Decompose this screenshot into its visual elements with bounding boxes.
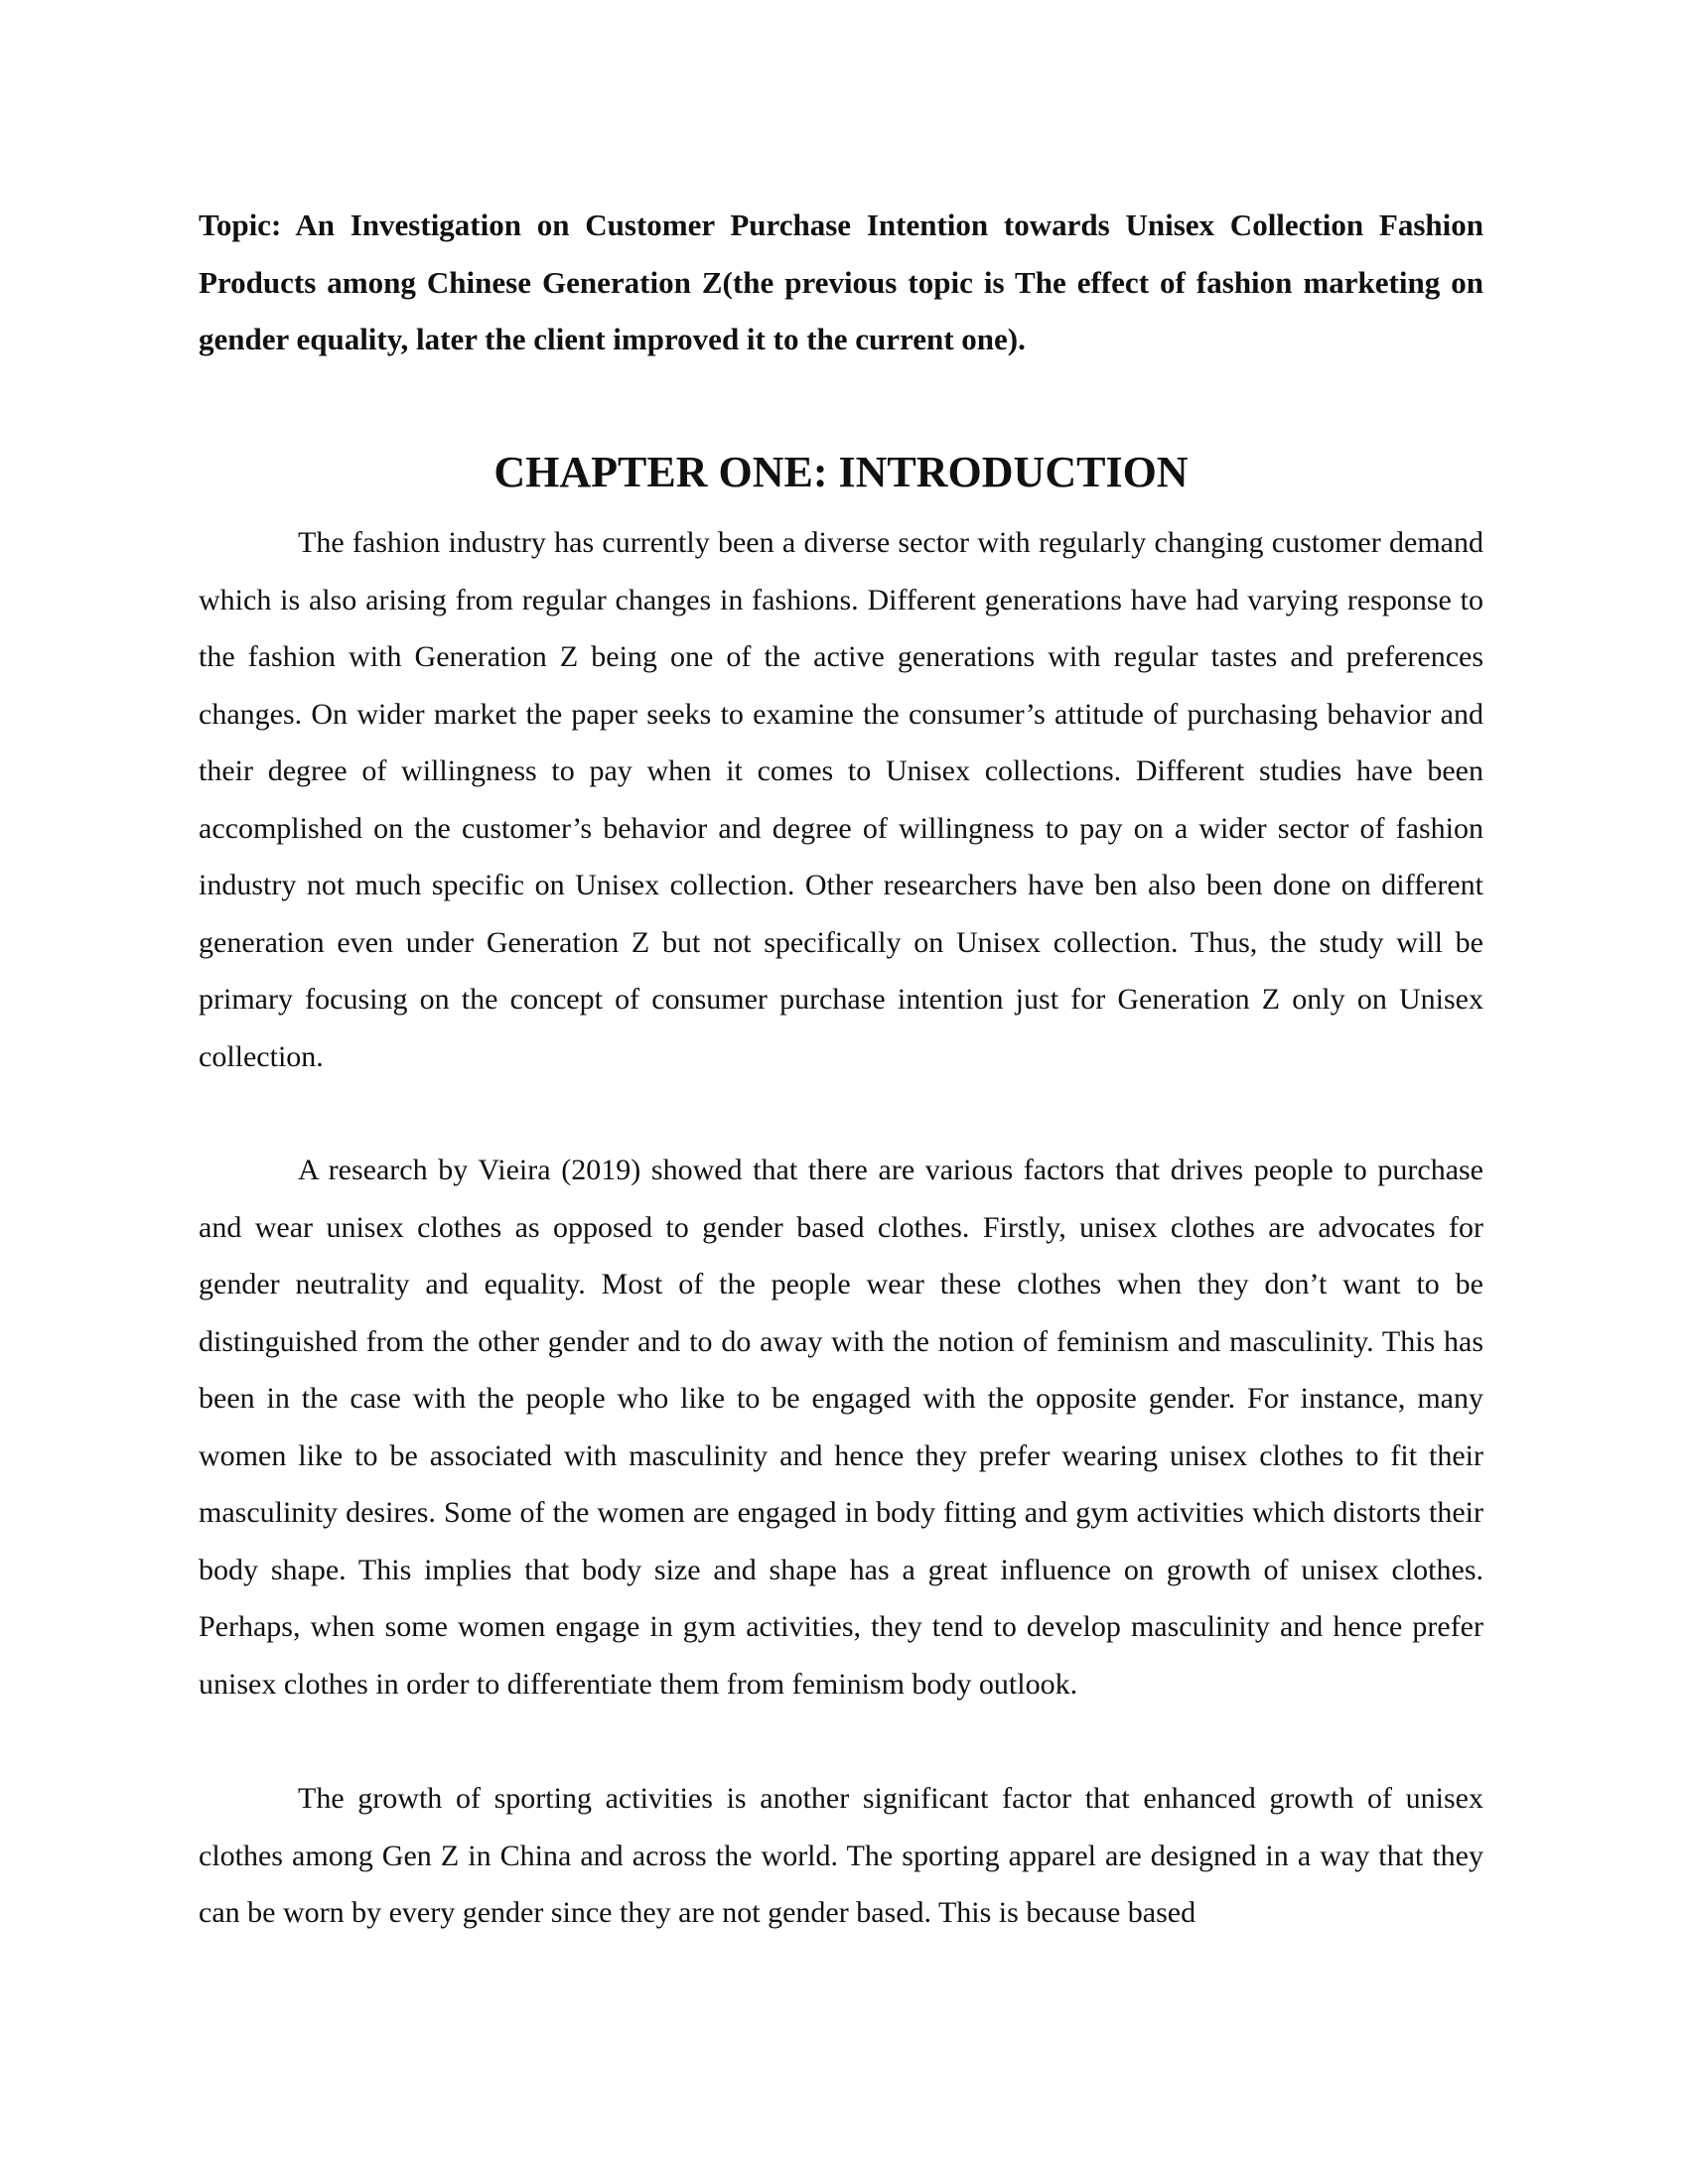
topic-heading: Topic: An Investigation on Customer Purchase Intention towards Unisex Collection Fashion Products among Chinese Generation Z(the previous topic is The effect of fashion marketing on gender equality, later the client improved it to the current one). — [199, 207, 1483, 356]
paragraph-sporting-growth: The growth of sporting activities is another significant factor that enhanced growth of unisex clothes among Gen Z in China and across the world. The sporting apparel are designed in a way that they can be worn by every gender since they are not gender based. This is because based — [199, 1782, 1483, 1929]
document-page — [199, 197, 1483, 1929]
paragraph-vieira-research: A research by Vieira (2019) showed that there are various factors that drives people to purchase and wear unisex clothes as opposed to gender based clothes. Firstly, unisex clothes are advocates for gender neutrality and equality. Most of the people wear these clothes when they don’t want to be distinguished from the other gender and to do away with the notion of feminism and masculinity. This has been in the case with the people who like to be engaged with the opposite gender. For instance, many women like to be associated with masculinity and hence they prefer wearing unisex clothes to fit their masculinity desires. Some of the women are engaged in body fitting and gym activities which distorts their body shape. This implies that body size and shape has a great influence on growth of unisex clothes. Perhaps, when some women engage in gym activities, they tend to develop masculinity and hence prefer unisex clothes in order to differentiate them from feminism body outlook. — [199, 1154, 1483, 1701]
chapter-title: CHAPTER ONE: INTRODUCTION — [493, 448, 1189, 496]
paragraph-intro: The fashion industry has currently been a diverse sector with regularly changing customer demand which is also arising from regular changes in fashions. Different generations have had varying response to the fashion with Generation Z being one of the active generations with regular tastes and preferences changes. On wider market the paper seeks to examine the consumer’s attitude of purchasing behavior and their degree of willingness to pay when it comes to Unisex collections. Different studies have been accomplished on the customer’s behavior and degree of willingness to pay on a wider sector of fashion industry not much specific on Unisex collection. Other researchers have ben also been done on different generation even under Generation Z but not specifically on Unisex collection. Thus, the study will be primary focusing on the concept of consumer purchase intention just for Generation Z only on Unisex collection. — [199, 526, 1483, 1073]
